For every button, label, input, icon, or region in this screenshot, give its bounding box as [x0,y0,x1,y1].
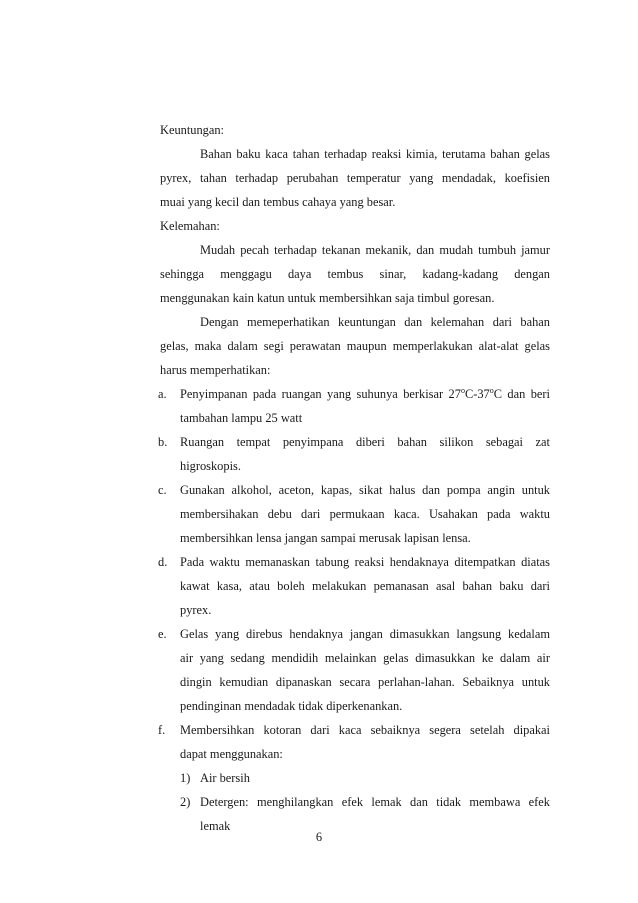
list-item-e-cont: air yang sedang mendidih melainkan gelas dimasukkan ke dalam air [180,651,550,665]
list-item-a-cont: tambahan lampu 25 watt [180,411,303,425]
paragraph-line: gelas, maka dalam segi perawatan maupun memperlakukan alat-alat gelas [160,339,550,353]
list-text: Ruangan tempat penyimpana diberi bahan silikon sebagai zat [180,435,550,449]
page-body [160,118,550,838]
list-text: Membersihkan kotoran dari kaca sebaiknya segera setelah dipakai [180,723,550,737]
sub-item-2-cont: lemak [200,819,231,833]
heading-kelemahan: Kelemahan: [160,219,220,233]
list-text: C-37 [464,387,490,401]
list-item-c-cont: membersihakan debu dari permukaan kaca. Usahakan pada waktu [180,507,550,521]
list-item-c [160,478,550,502]
list-text: Penyimpanan pada ruangan yang suhunya berkisar 27 [180,387,461,401]
list-item-b [160,430,550,454]
list-item-e-cont: dingin kemudian dipanaskan secara perlahan-lahan. Sebaiknya untuk [180,675,550,689]
paragraph-line: Dengan memeperhatikan keuntungan dan kelemahan dari bahan [200,315,550,329]
sub-text: Detergen: menghilangkan efek lemak dan tidak membawa efek [200,795,550,809]
degree-superscript: o [460,385,465,395]
list-item-c-cont: membersihkan lensa jangan sampai merusak lapisan lensa. [180,531,471,545]
sub-item-2 [160,790,550,814]
list-item-d-cont: kawat kasa, atau boleh melakukan pemanasan asal bahan baku dari [180,579,550,593]
list-item-e-cont: pendinginan mendadak tidak diperkenankan. [180,699,403,713]
list-item-d-cont: pyrex. [180,603,212,617]
list-item-d [160,550,550,574]
list-item-e [160,622,550,646]
list-item-f-cont: dapat menggunakan: [180,747,283,761]
list-item-f [160,718,550,742]
list-item-b-cont: higroskopis. [180,459,241,473]
list-text: Gelas yang direbus hendaknya jangan dimasukkan langsung kedalam [180,627,550,641]
list-text: C dan beri [493,387,550,401]
sub-text: Air bersih [200,771,250,785]
paragraph-line: harus memperhatikan: [160,363,271,377]
list-marker: b. [158,435,168,449]
list-item-a [160,382,550,406]
heading-keuntungan: Keuntungan: [160,123,225,137]
list-marker: a. [158,387,167,401]
paragraph-line: Bahan baku kaca tahan terhadap reaksi kimia, terutama bahan gelas [200,147,550,161]
list-marker: c. [158,483,167,497]
sub-marker: 1) [180,771,191,785]
list-marker: f. [158,723,166,737]
page-number: 6 [315,830,323,844]
sub-marker: 2) [180,795,191,809]
paragraph-line: pyrex, tahan terhadap perubahan temperatur yang mendadak, koefisien [160,171,550,185]
list-marker: e. [158,627,167,641]
paragraph-line: sehingga menggagu daya tembus sinar, kadang-kadang dengan [160,267,550,281]
list-text: Pada waktu memanaskan tabung reaksi hendaknaya ditempatkan diatas [180,555,550,569]
list-text: Gunakan alkohol, aceton, kapas, sikat halus dan pompa angin untuk [180,483,550,497]
paragraph-line: muai yang kecil dan tembus cahaya yang besar. [160,195,396,209]
sub-item-1 [160,766,550,790]
degree-superscript: o [489,385,494,395]
paragraph-line: menggunakan kain katun untuk membersihkan saja timbul goresan. [160,291,495,305]
paragraph-line: Mudah pecah terhadap tekanan mekanik, dan mudah tumbuh jamur [200,243,550,257]
list-marker: d. [158,555,168,569]
